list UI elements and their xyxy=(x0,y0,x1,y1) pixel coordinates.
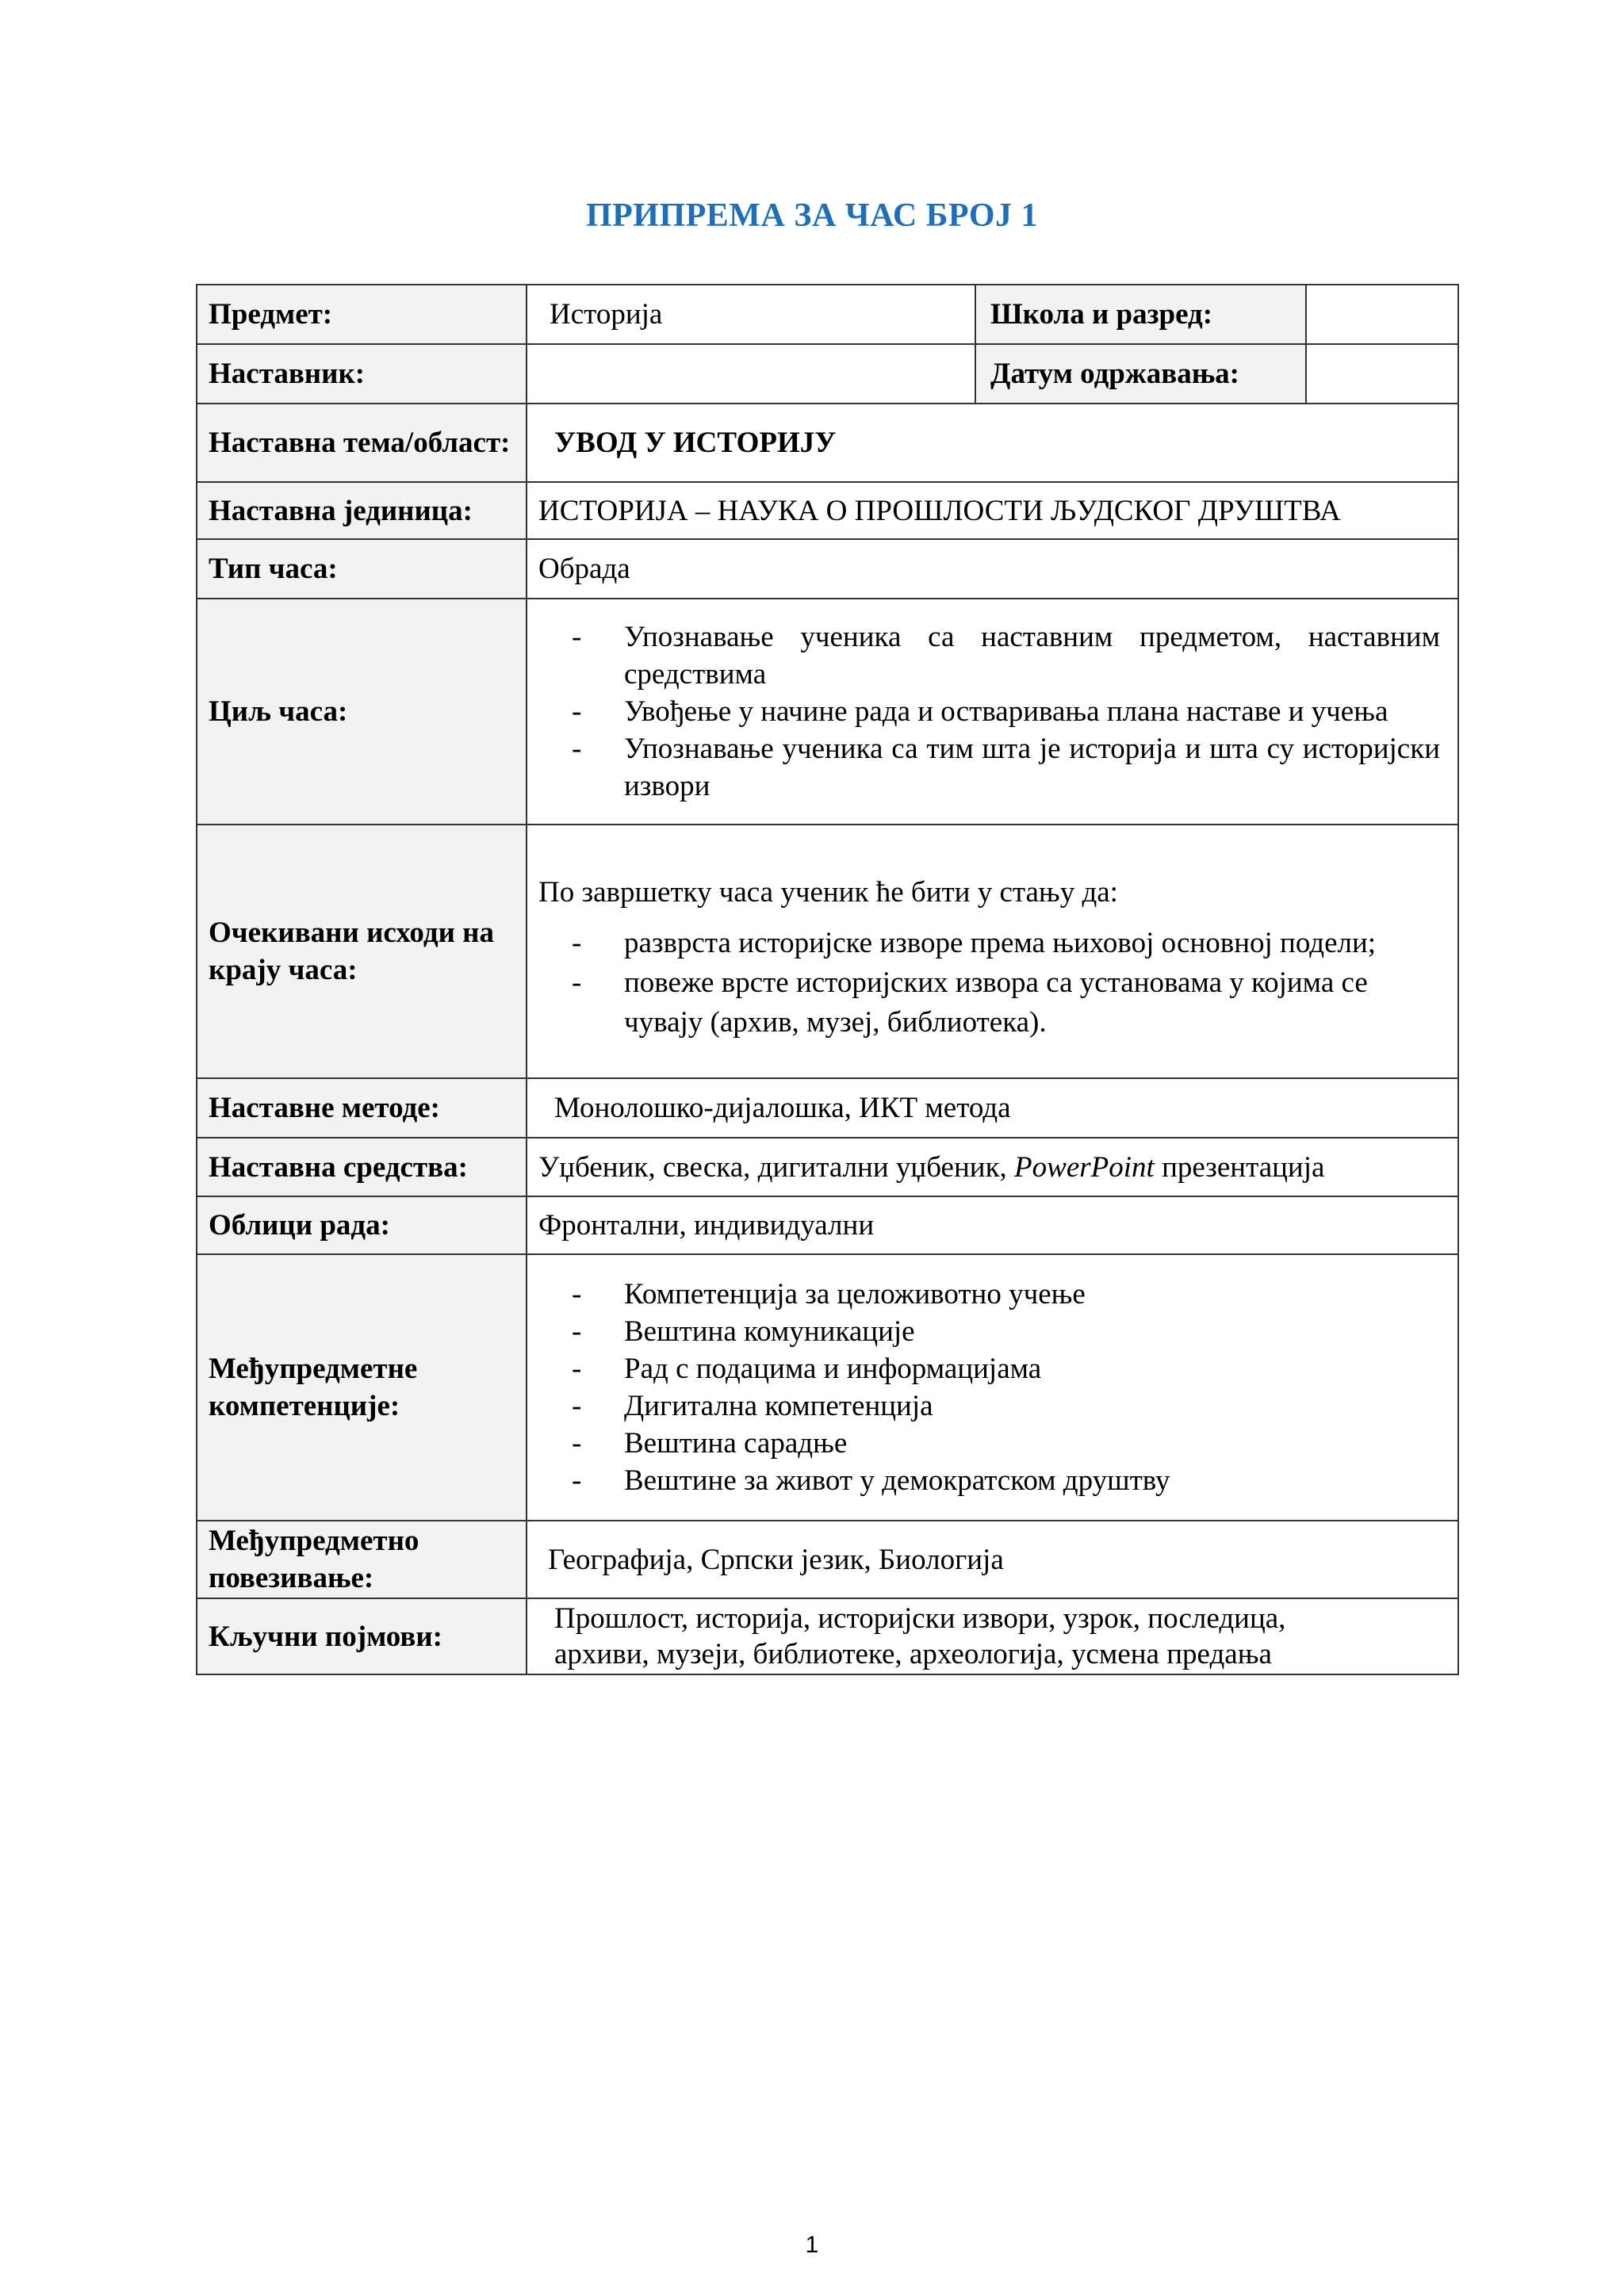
teacher-value xyxy=(527,344,975,404)
outcomes-cell xyxy=(527,825,1458,1078)
row-subject xyxy=(197,285,1458,344)
competence-item: - Рад с подацима и информацијама xyxy=(538,1350,1446,1387)
row-work-forms xyxy=(197,1196,1458,1254)
row-outcomes xyxy=(197,825,1458,1078)
resources-text-end: презентација xyxy=(1154,1150,1325,1184)
row-resources xyxy=(197,1138,1458,1196)
competence-item: - Вештине за живот у демократском друштву xyxy=(538,1462,1446,1499)
unit-value: ИСТОРИЈА – НАУКА О ПРОШЛОСТИ ЉУДСКОГ ДРУШТВА xyxy=(527,482,1458,539)
goal-list xyxy=(538,618,1440,805)
outcomes-intro: По завршетку часа ученик ће бити у стању да: xyxy=(538,875,1118,909)
row-unit xyxy=(197,482,1458,539)
methods-value: Монолошко-дијалошка, ИКТ метода xyxy=(527,1078,1458,1138)
work-forms-value: Фронтални, индивидуални xyxy=(527,1196,1458,1254)
topic-label: Наставна тема/област: xyxy=(197,404,527,482)
school-grade-value xyxy=(1306,285,1458,344)
row-teacher xyxy=(197,344,1458,404)
row-topic xyxy=(197,404,1458,482)
row-correlation xyxy=(197,1521,1458,1598)
competence-item: - Вештина комуникације xyxy=(538,1313,1446,1350)
correlation-value: Географија, Српски језик, Биологија xyxy=(527,1521,1458,1598)
teacher-label: Наставник: xyxy=(197,344,527,404)
row-key-terms xyxy=(197,1598,1458,1674)
key-terms-label: Кључни појмови: xyxy=(197,1598,527,1674)
row-goal xyxy=(197,599,1458,825)
subject-value: Историја xyxy=(527,285,975,344)
methods-label: Наставне методе: xyxy=(197,1078,527,1138)
competences-label: Међупредметне компетенције: xyxy=(197,1254,527,1521)
school-grade-label: Школа и разред: xyxy=(975,285,1306,344)
resources-label: Наставна средства: xyxy=(197,1138,527,1196)
lesson-type-value: Обрада xyxy=(527,539,1458,599)
goal-item: - Упознавање ученика са тим шта је историја и шта су историјски извори xyxy=(538,730,1440,805)
outcome-item: - повеже врсте историјских извора са установама у којима се чувају (архив, музеј, библиотека). xyxy=(538,963,1446,1043)
date-label: Датум одржавања: xyxy=(975,344,1306,404)
goal-cell xyxy=(527,599,1458,825)
subject-label: Предмет: xyxy=(197,285,527,344)
row-competences xyxy=(197,1254,1458,1521)
lesson-type-label: Тип часа: xyxy=(197,539,527,599)
page-title: ПРИПРЕМА ЗА ЧАС БРОЈ 1 xyxy=(585,197,1039,234)
competence-item: - Дигитална компетенција xyxy=(538,1387,1446,1425)
outcome-item: - разврста историјске изворе према њиховој основној подели; xyxy=(538,924,1446,963)
topic-value: УВОД У ИСТОРИЈУ xyxy=(527,404,1458,482)
competences-cell xyxy=(527,1254,1458,1521)
goal-label: Циљ часа: xyxy=(197,599,527,825)
key-terms-value: Прошлост, историја, историјски извори, узрок, последица, архиви, музеји, библиотеке, археологија, усмена предања xyxy=(527,1598,1458,1674)
lesson-prep-table xyxy=(196,284,1459,1675)
outcomes-label: Очекивани исходи на крају часа: xyxy=(197,825,527,1078)
resources-text-italic: PowerPoint xyxy=(1014,1150,1155,1184)
resources-text-start: Уџбеник, свеска, дигитални уџбеник, xyxy=(538,1150,1015,1184)
row-lesson-type xyxy=(197,539,1458,599)
page-number: 1 xyxy=(805,2232,819,2258)
resources-value xyxy=(527,1138,1458,1196)
goal-item: - Упознавање ученика са наставним предметом, наставним средствима xyxy=(538,618,1440,693)
goal-item: - Увођење у начине рада и остваривања плана наставе и учења xyxy=(538,693,1440,730)
work-forms-label: Облици рада: xyxy=(197,1196,527,1254)
competence-item: - Вештина сарадње xyxy=(538,1425,1446,1462)
row-methods xyxy=(197,1078,1458,1138)
date-value xyxy=(1306,344,1458,404)
competence-item: - Компетенција за целоживотно учење xyxy=(538,1276,1446,1313)
correlation-label: Међупредметно повезивање: xyxy=(197,1521,527,1598)
outcomes-list xyxy=(538,924,1446,1043)
competences-list xyxy=(538,1276,1446,1499)
unit-label: Наставна јединица: xyxy=(197,482,527,539)
